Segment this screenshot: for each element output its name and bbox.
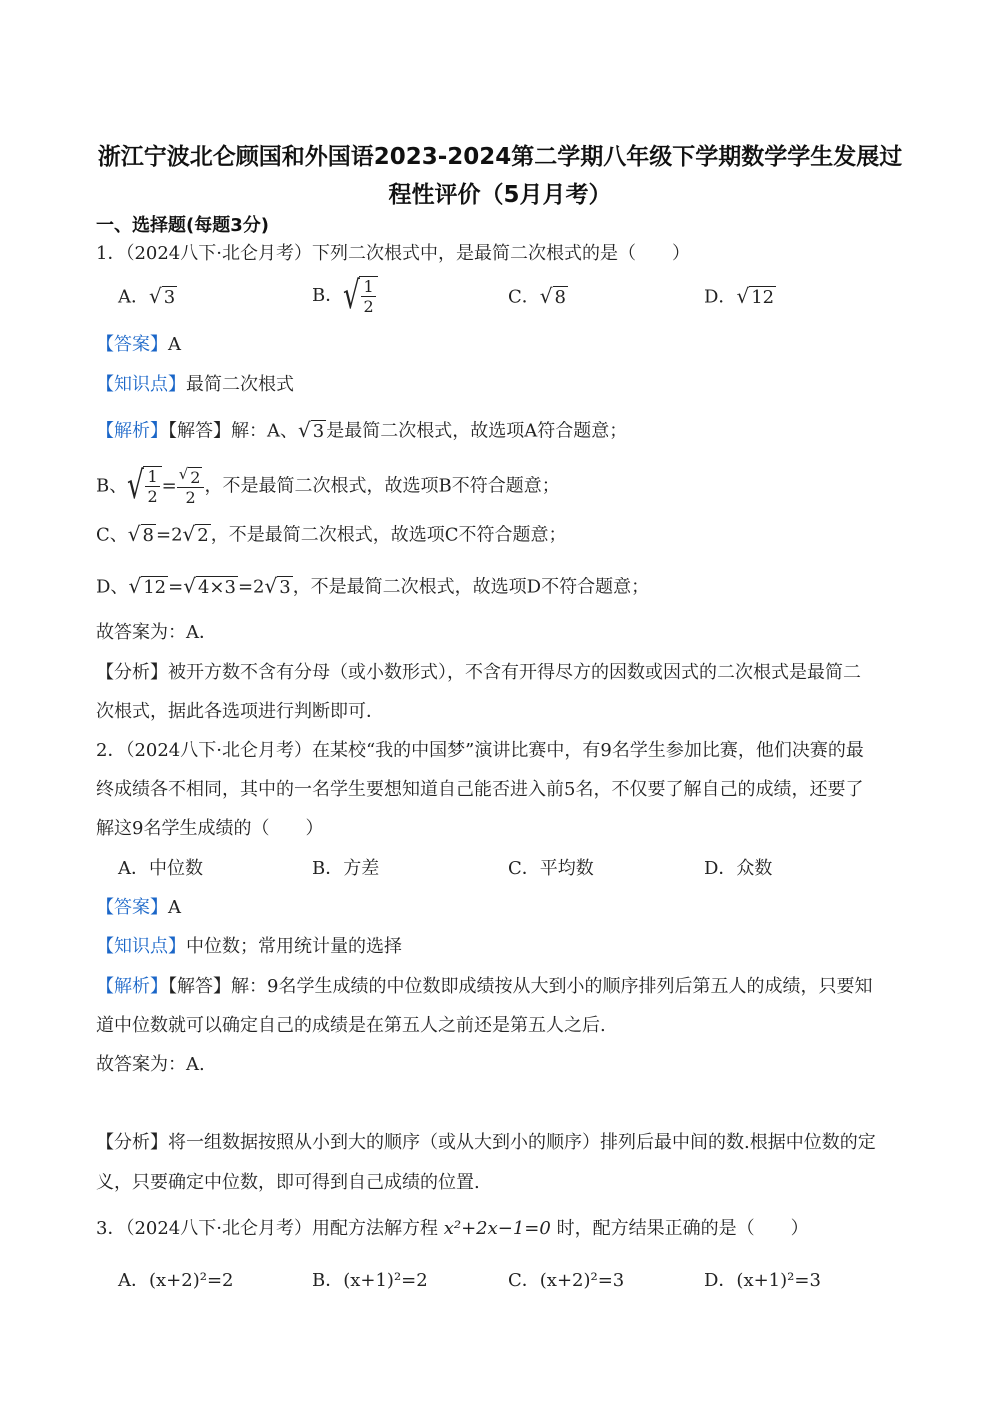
q2-knowledge [96, 936, 402, 958]
q1-sol-b-num2: 2 [190, 467, 201, 487]
q3-equation: x²+2x−1=0 [443, 1218, 551, 1239]
q2-stem-3: 解这9名学生成绩的（ ） [96, 818, 324, 839]
q2-fenxi-1: 【分析】将一组数据按照从小到大的顺序（或从大到小的顺序）排列后最中间的数.根据中位数的定 [96, 1132, 876, 1153]
q1-sol-d-rad2: 4×3 [197, 577, 236, 598]
q1-sol-c-rad2: 2 [197, 525, 209, 546]
q1-option-b: B． √ $\frac{1}{2}$ [312, 276, 378, 316]
q1-final: 故答案为：A． [96, 622, 217, 643]
doc-title-line1: 浙江宁波北仑顾国和外国语2023-2024第二学期八年级下学期数学学生发展过 [97, 144, 903, 170]
q1-solution-a: 【解析】【解答】解：A、 √ 3 是最简二次根式，故选项A符合题意； [96, 418, 628, 442]
q1-sol-b-num1: 1 [147, 467, 158, 487]
q2-solution-1 [96, 976, 872, 998]
analysis-tag: 【解析】 [96, 420, 168, 442]
q1-option-b-num: 1 [363, 277, 374, 296]
q1-answer [96, 334, 181, 356]
q1-knowledge [96, 374, 294, 396]
q2-solution-2: 道中位数就可以确定自己的成绩是在第五人之前还是第五人之后. [96, 1015, 606, 1036]
q2-final: 故答案为：A. [96, 1054, 205, 1075]
q2-option-b: B．方差 [312, 858, 380, 879]
q3-option-a: A．(x+2)²=2 [118, 1270, 234, 1291]
q1-option-a-radicand: 3 [163, 287, 176, 308]
q3-option-d: D．(x+1)²=3 [704, 1270, 821, 1291]
knowledge-tag: 【知识点】 [96, 374, 186, 395]
q3-option-c: C．(x+2)²=3 [508, 1270, 625, 1291]
q1-sol-a-rest: 是最简二次根式，故选项A符合题意； [326, 420, 628, 442]
q1-sol-d-rad: 12 [143, 577, 167, 598]
q1-sol-c-rest: ，不是最简二次根式，故选项C不符合题意； [210, 524, 567, 546]
q2-option-c: C．平均数 [508, 858, 594, 879]
q1-sol-d-rest: ，不是最简二次根式，故选项D不符合题意； [292, 576, 650, 598]
q2-option-a: A．中位数 [118, 858, 203, 879]
q2-answer-value: A [168, 897, 181, 918]
q1-option-d-radicand: 12 [751, 287, 775, 308]
q1-option-b-den: 2 [363, 297, 374, 316]
q1-stem: 1．（2024八下·北仑月考）下列二次根式中，是最简二次根式的是（ ） [96, 243, 690, 264]
q1-sol-d-eq1: = [168, 576, 184, 598]
q1-sol-c-rad: 8 [142, 525, 154, 546]
doc-title-line2: 程性评价（5月月考） [388, 182, 612, 208]
q1-option-a: A． √ 3 [118, 284, 176, 308]
q1-option-d: D． √ 12 [704, 284, 775, 308]
q1-option-c-label: C． [508, 286, 540, 308]
analysis-tag: 【解析】 [96, 976, 168, 997]
q1-sol-a-rad: 3 [312, 421, 325, 442]
knowledge-tag: 【知识点】 [96, 936, 186, 957]
q2-stem-1: 2．（2024八下·北仑月考）在某校“我的中国梦”演讲比赛中，有9名学生参加比赛，他们决赛的最 [96, 740, 864, 761]
q1-solution-b: B、 √ $\frac{1}{2}$ = √ 2 2 ，不是最简二次根式，故选项B不符合题意； [96, 463, 560, 508]
q1-solution-c: C、 √ 8 =2 √ 2 ，不是最简二次根式，故选项C不符合题意； [96, 522, 567, 546]
q2-answer [96, 897, 181, 919]
q1-fenxi-2: 次根式，据此各选项进行判断即可． [96, 701, 384, 722]
q3-stem [96, 1218, 809, 1240]
q2-knowledge-value: 中位数；常用统计量的选择 [186, 936, 402, 957]
q1-sol-b-eq: = [161, 475, 177, 497]
q1-sol-d-label: D、 [96, 576, 129, 598]
q3-stem-post: 时，配方结果正确的是（ ） [556, 1218, 809, 1239]
q1-option-d-label: D． [704, 286, 737, 308]
q1-option-b-label: B． [312, 285, 344, 306]
q2-fenxi-2: 义，只要确定中位数，即可得到自己成绩的位置. [96, 1172, 480, 1193]
q3-stem-pre: 3．（2024八下·北仑月考）用配方法解方程 [96, 1218, 438, 1239]
q2-sol-1: 【解答】解：9名学生成绩的中位数即成绩按从大到小的顺序排列后第五人的成绩，只要知 [168, 976, 873, 997]
q3-option-b: B．(x+1)²=2 [312, 1270, 428, 1291]
q1-sol-b-rest: ，不是最简二次根式，故选项B不符合题意； [204, 475, 560, 497]
answer-tag: 【答案】 [96, 334, 168, 355]
q1-knowledge-value: 最简二次根式 [186, 374, 294, 395]
q1-sol-prefix: 【解答】解：A、 [168, 420, 298, 442]
q2-option-d: D．众数 [704, 858, 773, 879]
q1-option-a-label: A． [118, 286, 149, 308]
q1-solution-d: D、 √ 12 = √ 4×3 =2 √ 3 ，不是最简二次根式，故选项D不符合题意； [96, 574, 650, 598]
q1-sol-b-den1: 2 [147, 487, 158, 507]
q1-sol-c-eq: =2 [155, 524, 183, 546]
section-heading: 一、选择题(每题3分) [96, 215, 269, 236]
q1-sol-b-den2: 2 [185, 487, 196, 507]
q1-sol-b-label: B、 [96, 475, 128, 497]
q1-option-c-radicand: 8 [554, 287, 566, 308]
q1-sol-d-rad3: 3 [279, 577, 291, 598]
answer-tag: 【答案】 [96, 897, 168, 918]
q1-answer-value: A [168, 334, 181, 355]
q1-sol-c-label: C、 [96, 524, 128, 546]
q1-fenxi-1: 【分析】被开方数不含有分母（或小数形式），不含有开得尽方的因数或因式的二次根式是最简二 [96, 662, 861, 683]
q2-stem-2: 终成绩各不相同，其中的一名学生要想知道自己能否进入前5名，不仅要了解自己的成绩，还要了 [96, 779, 864, 800]
q1-option-c: C． √ 8 [508, 284, 566, 308]
q1-sol-d-eq2: =2 [237, 576, 265, 598]
